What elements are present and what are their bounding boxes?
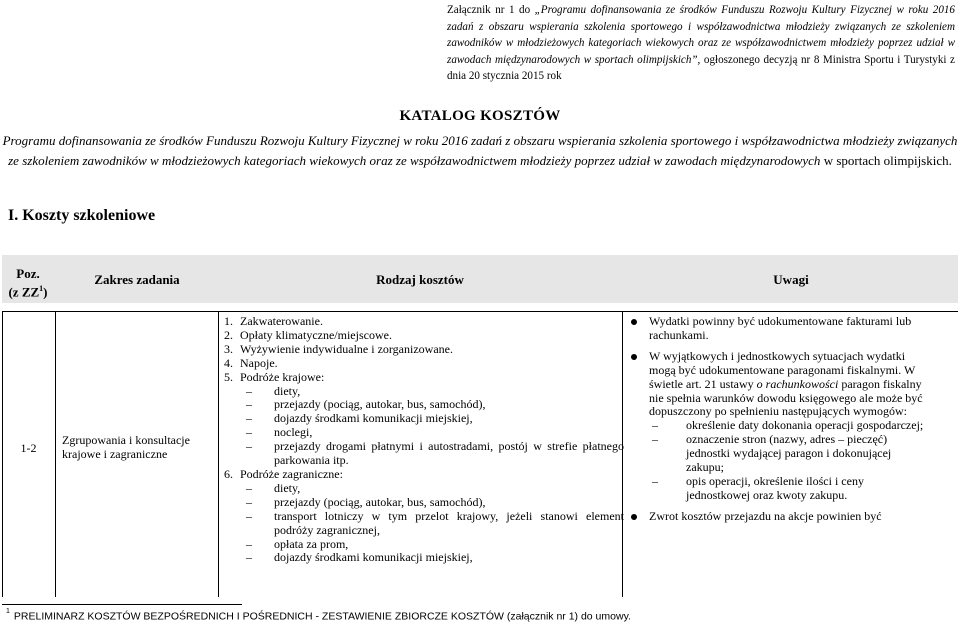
header-poz-label: Poz. <box>16 266 40 281</box>
dash-marker: – <box>246 550 252 565</box>
row-top-border <box>2 311 958 312</box>
item-text: Opłaty klimatyczne/miejscowe. <box>240 327 392 342</box>
item-text: Podróże krajowe: <box>240 369 325 384</box>
header-suffix: , ogłoszonego decyzją nr 8 Ministra Sportu i Turystyki z dnia 20 stycznia 2015 rok <box>447 53 955 83</box>
cost-type-item <box>224 357 624 371</box>
footnote-number: 1 <box>6 608 10 615</box>
catalog-subtitle-italic: Programu dofinansowania ze środków Funduszu Rozwoju Kultury Fizycznej w roku 2016 zadań z obszaru wspierania szkolenia sportowego i współzawodnictwa młodzieży związanych ze szkoleniem zawodników w młodzieżowych kategoriach wiekowych oraz ze współzawodnictwem młodzieży poprzez udział w zawodach międzynarodowych <box>2 133 958 168</box>
dash-marker: – <box>246 411 252 426</box>
header-program-title: „Programu dofinansowania ze środków Funduszu Rozwoju Kultury Fizycznej w roku 2016 zadań z obszaru wspierania szkolenia sportowego i współzawodnictwa młodzieży związanych ze szkoleniem zawodników w młodzieżowych kategoriach wiekowych oraz ze współzawodnictwem młodzieży poprzez udział w zawodach międzynarodowych w sportach olimpijskich” <box>447 4 955 66</box>
cost-type-subitem <box>224 398 624 412</box>
catalog-title: KATALOG KOSZTÓW <box>399 108 561 124</box>
cost-type-subitem <box>224 440 624 468</box>
footnote-text: PRELIMINARZ KOSZTÓW BEZPOŚREDNICH I POŚREDNICH - ZESTAWIENIE ZBIORCZE KOSZTÓW (załącznik nr 1) do umowy. <box>13 610 631 623</box>
remark-item <box>628 350 924 420</box>
subitem-text: dojazdy środkami komunikacji miejskiej, <box>274 550 473 565</box>
header-poz-sup: 1 <box>39 284 44 293</box>
cost-type-subitem <box>224 385 624 399</box>
remark-text-b: paragon fiskalny nie spełnia warunków dowodu księgowego ale może być dopuszczony po spełnieniu następujących wymogów: <box>649 376 923 419</box>
dash-marker: – <box>246 508 252 523</box>
dash-marker: – <box>246 439 252 454</box>
remark-text-a: W wyjątkowych i jednostkowych sytuacjach wydatki mogą być udokumentowane paragonami fiskalnymi. W świetle art. 21 ustawy <box>649 348 916 391</box>
item-number: 3. <box>224 341 233 356</box>
header-rodzaj: Rodzaj kosztów <box>376 272 464 287</box>
cost-type-subitem <box>224 510 624 538</box>
dash-marker: – <box>246 536 252 551</box>
subitem-text: diety, <box>274 383 301 398</box>
catalog-subtitle-normal: w sportach olimpijskich. <box>820 152 952 168</box>
cost-type-item <box>224 468 624 482</box>
item-text: Podróże zagraniczne: <box>240 466 343 481</box>
header-poz-close: ) <box>43 284 48 300</box>
cost-type-subitem <box>224 496 624 510</box>
header-prefix: Załącznik nr 1 do <box>447 4 535 16</box>
subitem-text: transport lotniczy w tym przelot krajowy, jeżeli stanowi element podróży zagranicznej, <box>274 508 624 537</box>
col-border-1 <box>55 311 56 597</box>
item-text: Napoje. <box>240 355 278 370</box>
item-text: Wyżywienie indywidualne i zorganizowane. <box>240 341 453 356</box>
row-zakres: Zgrupowania i konsultacje krajowe i zagraniczne <box>62 433 190 461</box>
subitem-text: przejazdy (pociąg, autokar, bus, samochód), <box>274 494 486 509</box>
subitem-text: przejazdy (pociąg, autokar, bus, samochód), <box>274 397 486 412</box>
item-number: 2. <box>224 327 233 342</box>
bullet-icon <box>631 354 637 360</box>
catalog-subtitle <box>2 131 958 171</box>
remark-text: Wydatki powinny być udokumentowane fakturami lub rachunkami. <box>649 314 912 342</box>
cost-type-subitem <box>224 538 624 552</box>
footnote <box>6 607 956 624</box>
cost-type-item <box>224 343 624 357</box>
dash-marker: – <box>246 480 252 495</box>
section-title: I. Koszty szkoleniowe <box>8 207 156 224</box>
remark-subitem: – oznaczenie stron (nazwy, adres – pieczęć) jednostki wydającej paragon i dokonującej zakupu; <box>652 432 892 475</box>
cost-type-item <box>224 329 624 343</box>
item-number: 6. <box>224 466 233 481</box>
item-text: Zakwaterowanie. <box>240 314 323 328</box>
remark-item <box>628 510 924 524</box>
cost-type-subitem <box>224 482 624 496</box>
remark-subitem: – opis operacji, określenie ilości i ceny jednostkowej oraz kwoty zakupu. <box>652 473 864 502</box>
col-border-2 <box>218 311 219 597</box>
remark-text: Zwrot kosztów przejazdu na akcje powinien być <box>649 508 882 523</box>
cost-types-list <box>224 315 624 565</box>
footnote-separator <box>2 604 242 605</box>
cost-type-subitem <box>224 551 624 565</box>
row-poz: 1-2 <box>20 441 37 455</box>
cost-type-subitem <box>224 412 624 426</box>
remarks <box>628 315 924 524</box>
subitem-text: przejazdy drogami płatnymi i autostradami, postój w strefie płatnego parkowania itp. <box>274 439 624 468</box>
dash-marker: – <box>246 425 252 440</box>
item-number: 5. <box>224 369 233 384</box>
header-poz <box>2 266 54 299</box>
subitem-text: opłata za prom, <box>274 536 349 551</box>
dash-marker: – <box>246 494 252 509</box>
cost-type-item <box>224 315 624 329</box>
bullet-icon <box>631 514 637 520</box>
bullet-icon <box>631 319 637 325</box>
remark-subitem: – określenie daty dokonania operacji gospodarczej; <box>652 418 924 433</box>
item-number: 1. <box>224 314 233 328</box>
header-poz-sub: (z ZZ <box>8 284 40 300</box>
cost-type-subitem <box>224 426 624 440</box>
cost-type-item <box>224 371 624 385</box>
dash-marker: – <box>246 383 252 398</box>
item-number: 4. <box>224 355 233 370</box>
attachment-header <box>447 2 955 85</box>
subitem-text: diety, <box>274 480 301 495</box>
dash-marker: – <box>246 397 252 412</box>
subitem-text: dojazdy środkami komunikacji miejskiej, <box>274 411 473 426</box>
remark-item <box>628 315 924 343</box>
header-uwagi: Uwagi <box>773 272 809 287</box>
subitem-text: noclegi, <box>274 425 313 440</box>
remark-text-italic: o rachunkowości <box>756 376 839 391</box>
header-zakres: Zakres zadania <box>94 272 180 287</box>
